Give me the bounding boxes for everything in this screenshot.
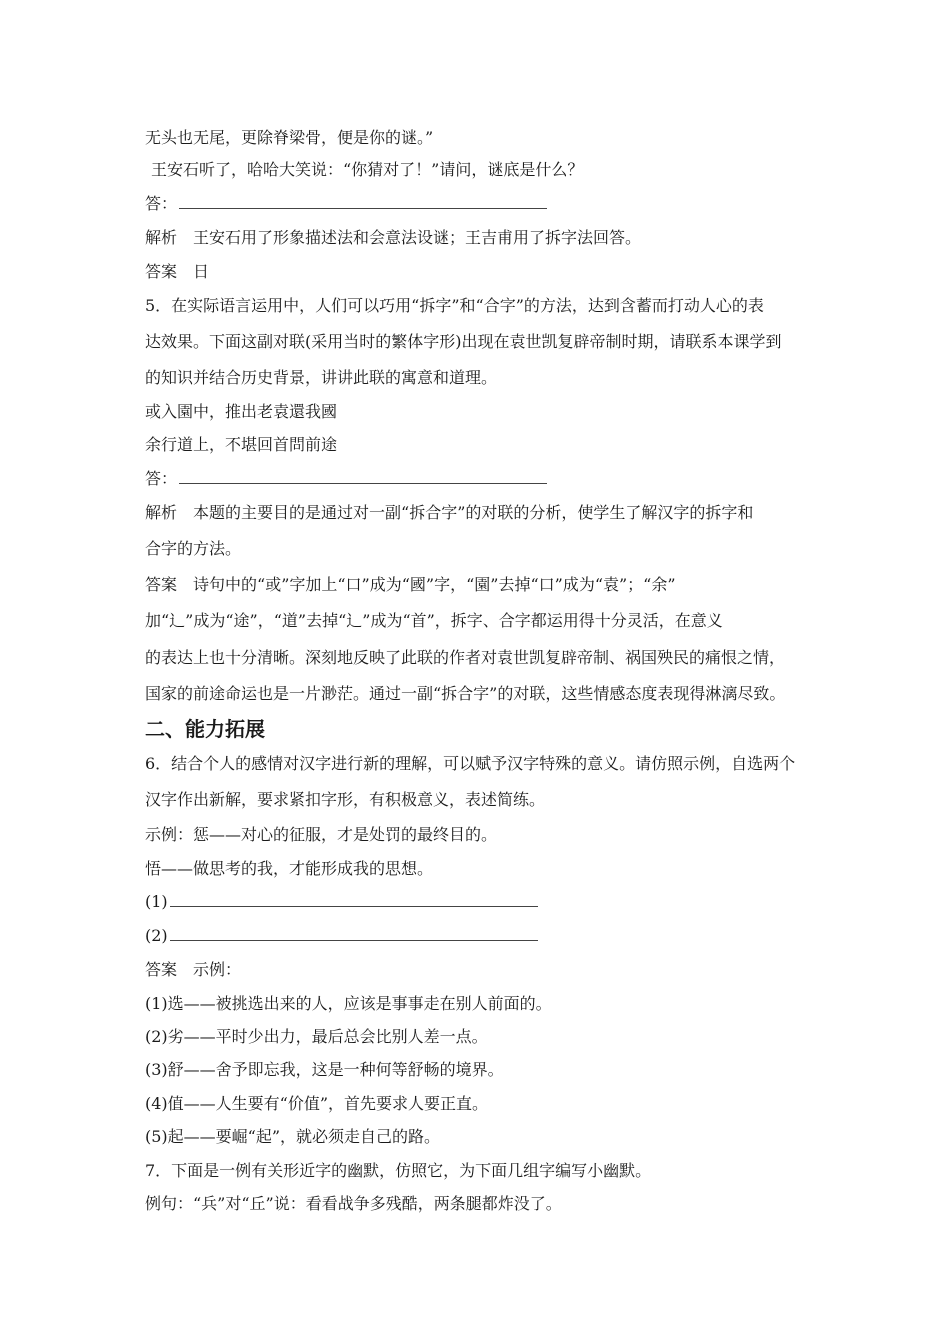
text-line: 王安石听了，哈哈大笑说：“你猜对了！”请问，谜底是什么？ xyxy=(151,160,584,179)
list-item: (1)选——被挑选出来的人，应该是事事走在别人前面的。 xyxy=(145,994,552,1013)
question-7-line: 例句：“兵”对“丘”说：看看战争多残酷，两条腿都炸没了。 xyxy=(145,1194,562,1213)
analysis-label: 解析 xyxy=(145,228,178,247)
answer-blank[interactable] xyxy=(179,470,547,484)
answer-key-line: 的表达上也十分清晰。深刻地反映了此联的作者对袁世凯复辟帝制、祸国殃民的痛恨之情， xyxy=(145,648,786,667)
question-7-line: 7．下面是一例有关形近字的幽默，仿照它，为下面几组字编写小幽默。 xyxy=(145,1161,652,1180)
answer-blank[interactable] xyxy=(170,893,538,907)
answer-key-line xyxy=(145,262,209,282)
question-5-line: 的知识并结合历史背景，讲讲此联的寓意和道理。 xyxy=(145,368,498,387)
section-heading: 二、能力拓展 xyxy=(145,717,265,741)
list-item: (4)值——人生要有“价值”，首先要求人要正直。 xyxy=(145,1094,489,1113)
question-5-line: 达效果。下面这副对联(采用当时的繁体字形)出现在袁世凯复辟帝制时期，请联系本课学到 xyxy=(145,332,782,351)
answer-key-label: 答案 xyxy=(145,575,178,594)
list-item: (5)起——要崛“起”，就必须走自己的路。 xyxy=(145,1127,441,1146)
answer-key-line: 加“辶”成为“途”，“道”去掉“辶”成为“首”，拆字、合字都运用得十分灵活，在意义 xyxy=(145,611,723,630)
answer-label: (2) xyxy=(145,926,168,945)
answer-key-line xyxy=(145,960,241,980)
analysis-line xyxy=(145,503,753,523)
analysis-text: 王安石用了形象描述法和会意法设谜；王吉甫用了拆字法回答。 xyxy=(193,228,642,247)
couplet-line-1: 或入園中，推出老袁還我國 xyxy=(145,402,338,421)
answer-key-label: 答案 xyxy=(145,960,178,979)
couplet-line-2: 余行道上，不堪回首問前途 xyxy=(145,435,338,454)
analysis-line xyxy=(145,228,641,248)
analysis-line: 合字的方法。 xyxy=(145,539,242,558)
example-line: 悟——做思考的我，才能形成我的思想。 xyxy=(145,859,434,878)
question-6-line: 6．结合个人的感情对汉字进行新的理解，可以赋予汉字特殊的意义。请仿照示例，自选两个 xyxy=(145,754,796,773)
analysis-label: 解析 xyxy=(145,503,178,522)
answer-key-label: 答案 xyxy=(145,262,178,281)
answer-key-text: 诗句中的“或”字加上“口”成为“國”字，“園”去掉“口”成为“袁”；“余” xyxy=(193,575,676,594)
answer-blank[interactable] xyxy=(170,927,538,941)
list-item: (3)舒——舍予即忘我，这是一种何等舒畅的境界。 xyxy=(145,1060,504,1079)
answer-label: 答： xyxy=(145,194,178,213)
answer-line xyxy=(145,926,538,946)
answer-key-text: 示例： xyxy=(193,960,242,979)
analysis-text: 本题的主要目的是通过对一副“拆合字”的对联的分析，使学生了解汉字的拆字和 xyxy=(193,503,754,522)
answer-key-line: 国家的前途命运也是一片渺茫。通过一副“拆合字”的对联，这些情感态度表现得淋漓尽致。 xyxy=(145,684,786,703)
answer-blank[interactable] xyxy=(179,195,547,209)
text-line: 无头也无尾，更除脊梁骨，便是你的谜。” xyxy=(145,128,434,147)
answer-key-line xyxy=(145,575,676,595)
answer-line xyxy=(145,892,538,912)
answer-label: 答： xyxy=(145,469,178,488)
question-5-line: 5．在实际语言运用中，人们可以巧用“拆字”和“合字”的方法，达到含蓄而打动人心的表 xyxy=(145,296,764,315)
list-item: (2)劣——平时少出力，最后总会比别人差一点。 xyxy=(145,1027,488,1046)
answer-key-text: 日 xyxy=(193,262,210,281)
answer-line xyxy=(145,194,547,214)
answer-line xyxy=(145,469,547,489)
answer-label: (1) xyxy=(145,892,168,911)
question-6-line: 汉字作出新解，要求紧扣字形，有积极意义，表述简练。 xyxy=(145,790,546,809)
example-line: 示例：惩——对心的征服，才是处罚的最终目的。 xyxy=(145,825,498,844)
